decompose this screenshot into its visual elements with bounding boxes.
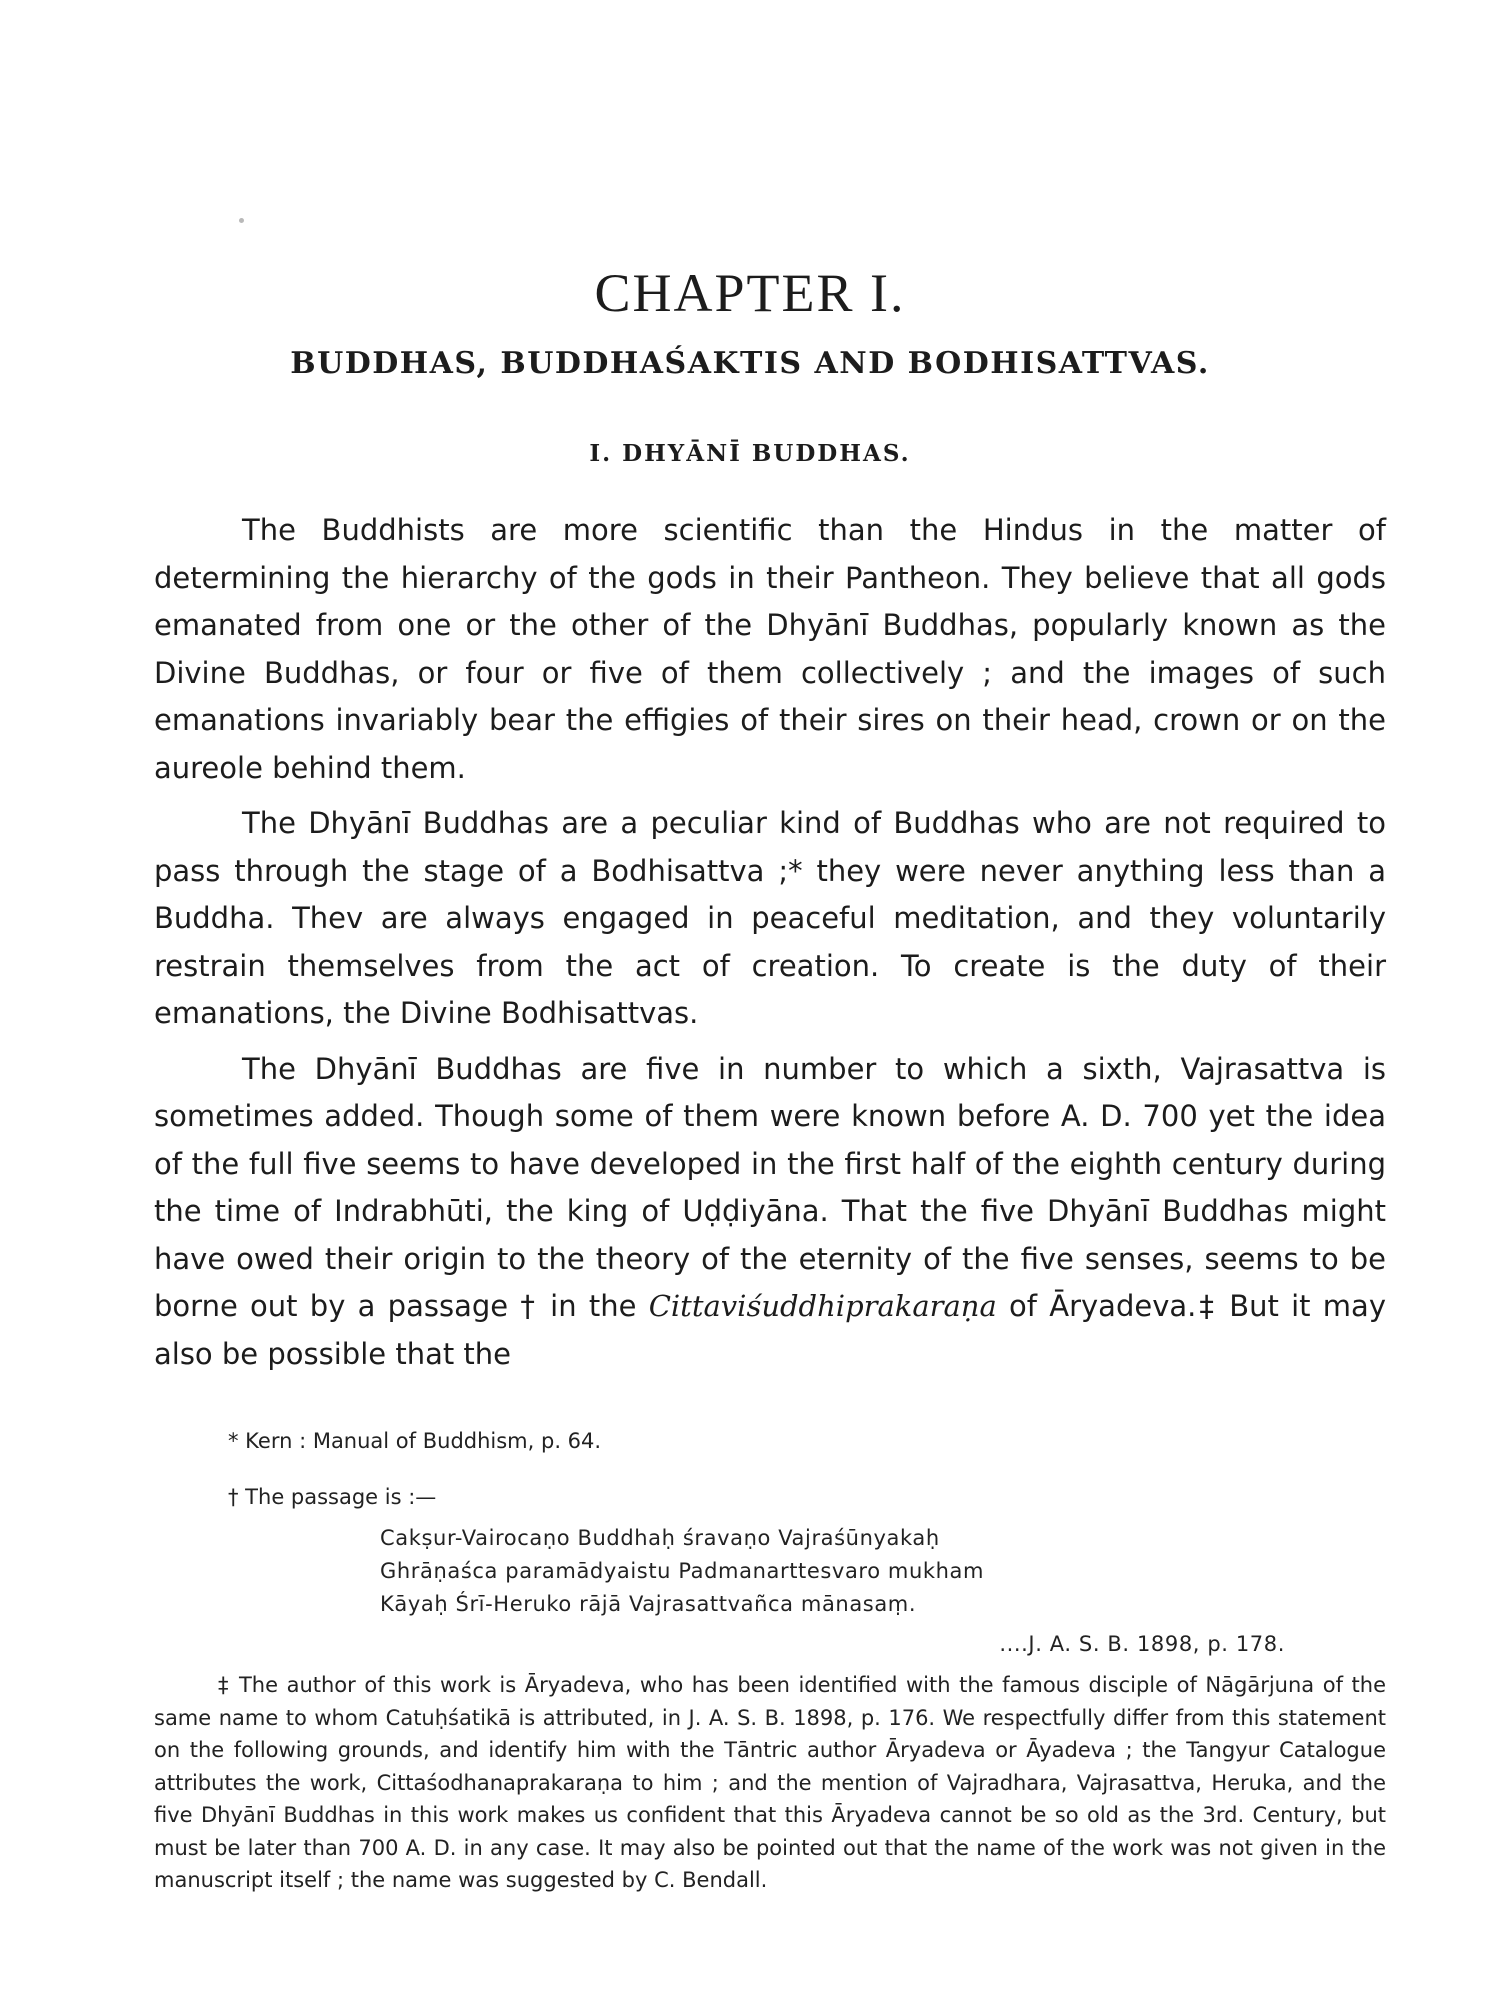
sanskrit-verse bbox=[154, 1522, 1386, 1621]
body-text bbox=[154, 507, 1386, 1386]
paragraph-3-end: of Āryadeva.‡ But it may also be possible that the bbox=[154, 1289, 1386, 1371]
paragraph-2: The Dhyānī Buddhas are a peculiar kind of Buddhas who are not required to pass through the stage of a Bodhisattva ;* they were never anything less than a Buddha. Thev are always engaged in peaceful meditation, and they voluntarily restrain themselves from the act of creation. To create is the duty of their emanations, the Divine Bodhisattvas. bbox=[154, 806, 1386, 1030]
footnote-star: * Kern : Manual of Buddhism, p. 64. bbox=[228, 1429, 602, 1453]
paragraph-3 bbox=[154, 1046, 1386, 1379]
paper-speck bbox=[239, 218, 244, 223]
footnote-double-dagger: ‡ The author of this work is Āryadeva, who has been identified with the famous disciple of Nāgārjuna of the same name to whom Catuḥśatikā is attributed, in J. A. S. B. 1898, p. 176. We respectfully differ from this statement on the following grounds, and identify him with the Tāntric author Āryadeva or Āyadeva ; the Tangyur Catalogue attributes the work, Cittaśodhanaprakaraṇa to him ; and the mention of Vajradhara, Vajrasattva, Heruka, and the five Dhyānī Buddhas in this work makes us confident that this Āryadeva cannot be so old as the 3rd. Century, but must be later than 700 A. D. in any case. It may also be pointed out that the name of the work was not given in the manuscript itself ; the name was suggested by C. Bendall. bbox=[154, 1673, 1386, 1892]
verse-citation: ....J. A. S. B. 1898, p. 178. bbox=[999, 1632, 1285, 1656]
chapter-subtitle: BUDDHAS, BUDDHAŚAKTIS AND BODHISATTVAS. bbox=[290, 346, 1210, 381]
verse-line: Cakṣur-Vairocaṇo Buddhaḥ śravaṇo Vajraśūnyakaḥ bbox=[380, 1526, 940, 1550]
footnote-dagger: † The passage is :— bbox=[228, 1485, 437, 1509]
verse-line: Ghrāṇaśca paramādyaistu Padmanarttesvaro mukham bbox=[380, 1559, 985, 1583]
verse-line: Kāyaḥ Śrī-Heruko rājā Vajrasattvañca mānasaṃ. bbox=[380, 1592, 917, 1616]
footnotes bbox=[154, 1425, 1386, 1897]
paragraph-3-start: The Dhyānī Buddhas are five in number to which a sixth, Vajrasattva is sometimes added. Though some of them were known before A. D. 700 yet the idea of the full five seems to have developed in the first half of the eighth century during the time of Indrabhūti, the king of Uḍḍiyāna. That the five Dhyānī Buddhas might have owed their origin to the theory of the eternity of the five senses, seems to be borne out by a passage † in the bbox=[154, 1051, 1386, 1323]
chapter-title: CHAPTER I. bbox=[594, 263, 906, 323]
section-title: I. DHYĀNĪ BUDDHAS. bbox=[589, 440, 911, 467]
paragraph-1: The Buddhists are more scientific than the Hindus in the matter of determining the hierarchy of the gods in their Pantheon. They believe that all gods emanated from one or the other of the Dhyānī Buddhas, popularly known as the Divine Buddhas, or four or five of them collectively ; and the images of such emanations invariably bear the effigies of their sires on their head, crown or on the aureole behind them. bbox=[154, 513, 1386, 785]
work-title-italic: Cittaviśuddhiprakaraṇa bbox=[648, 1289, 997, 1323]
